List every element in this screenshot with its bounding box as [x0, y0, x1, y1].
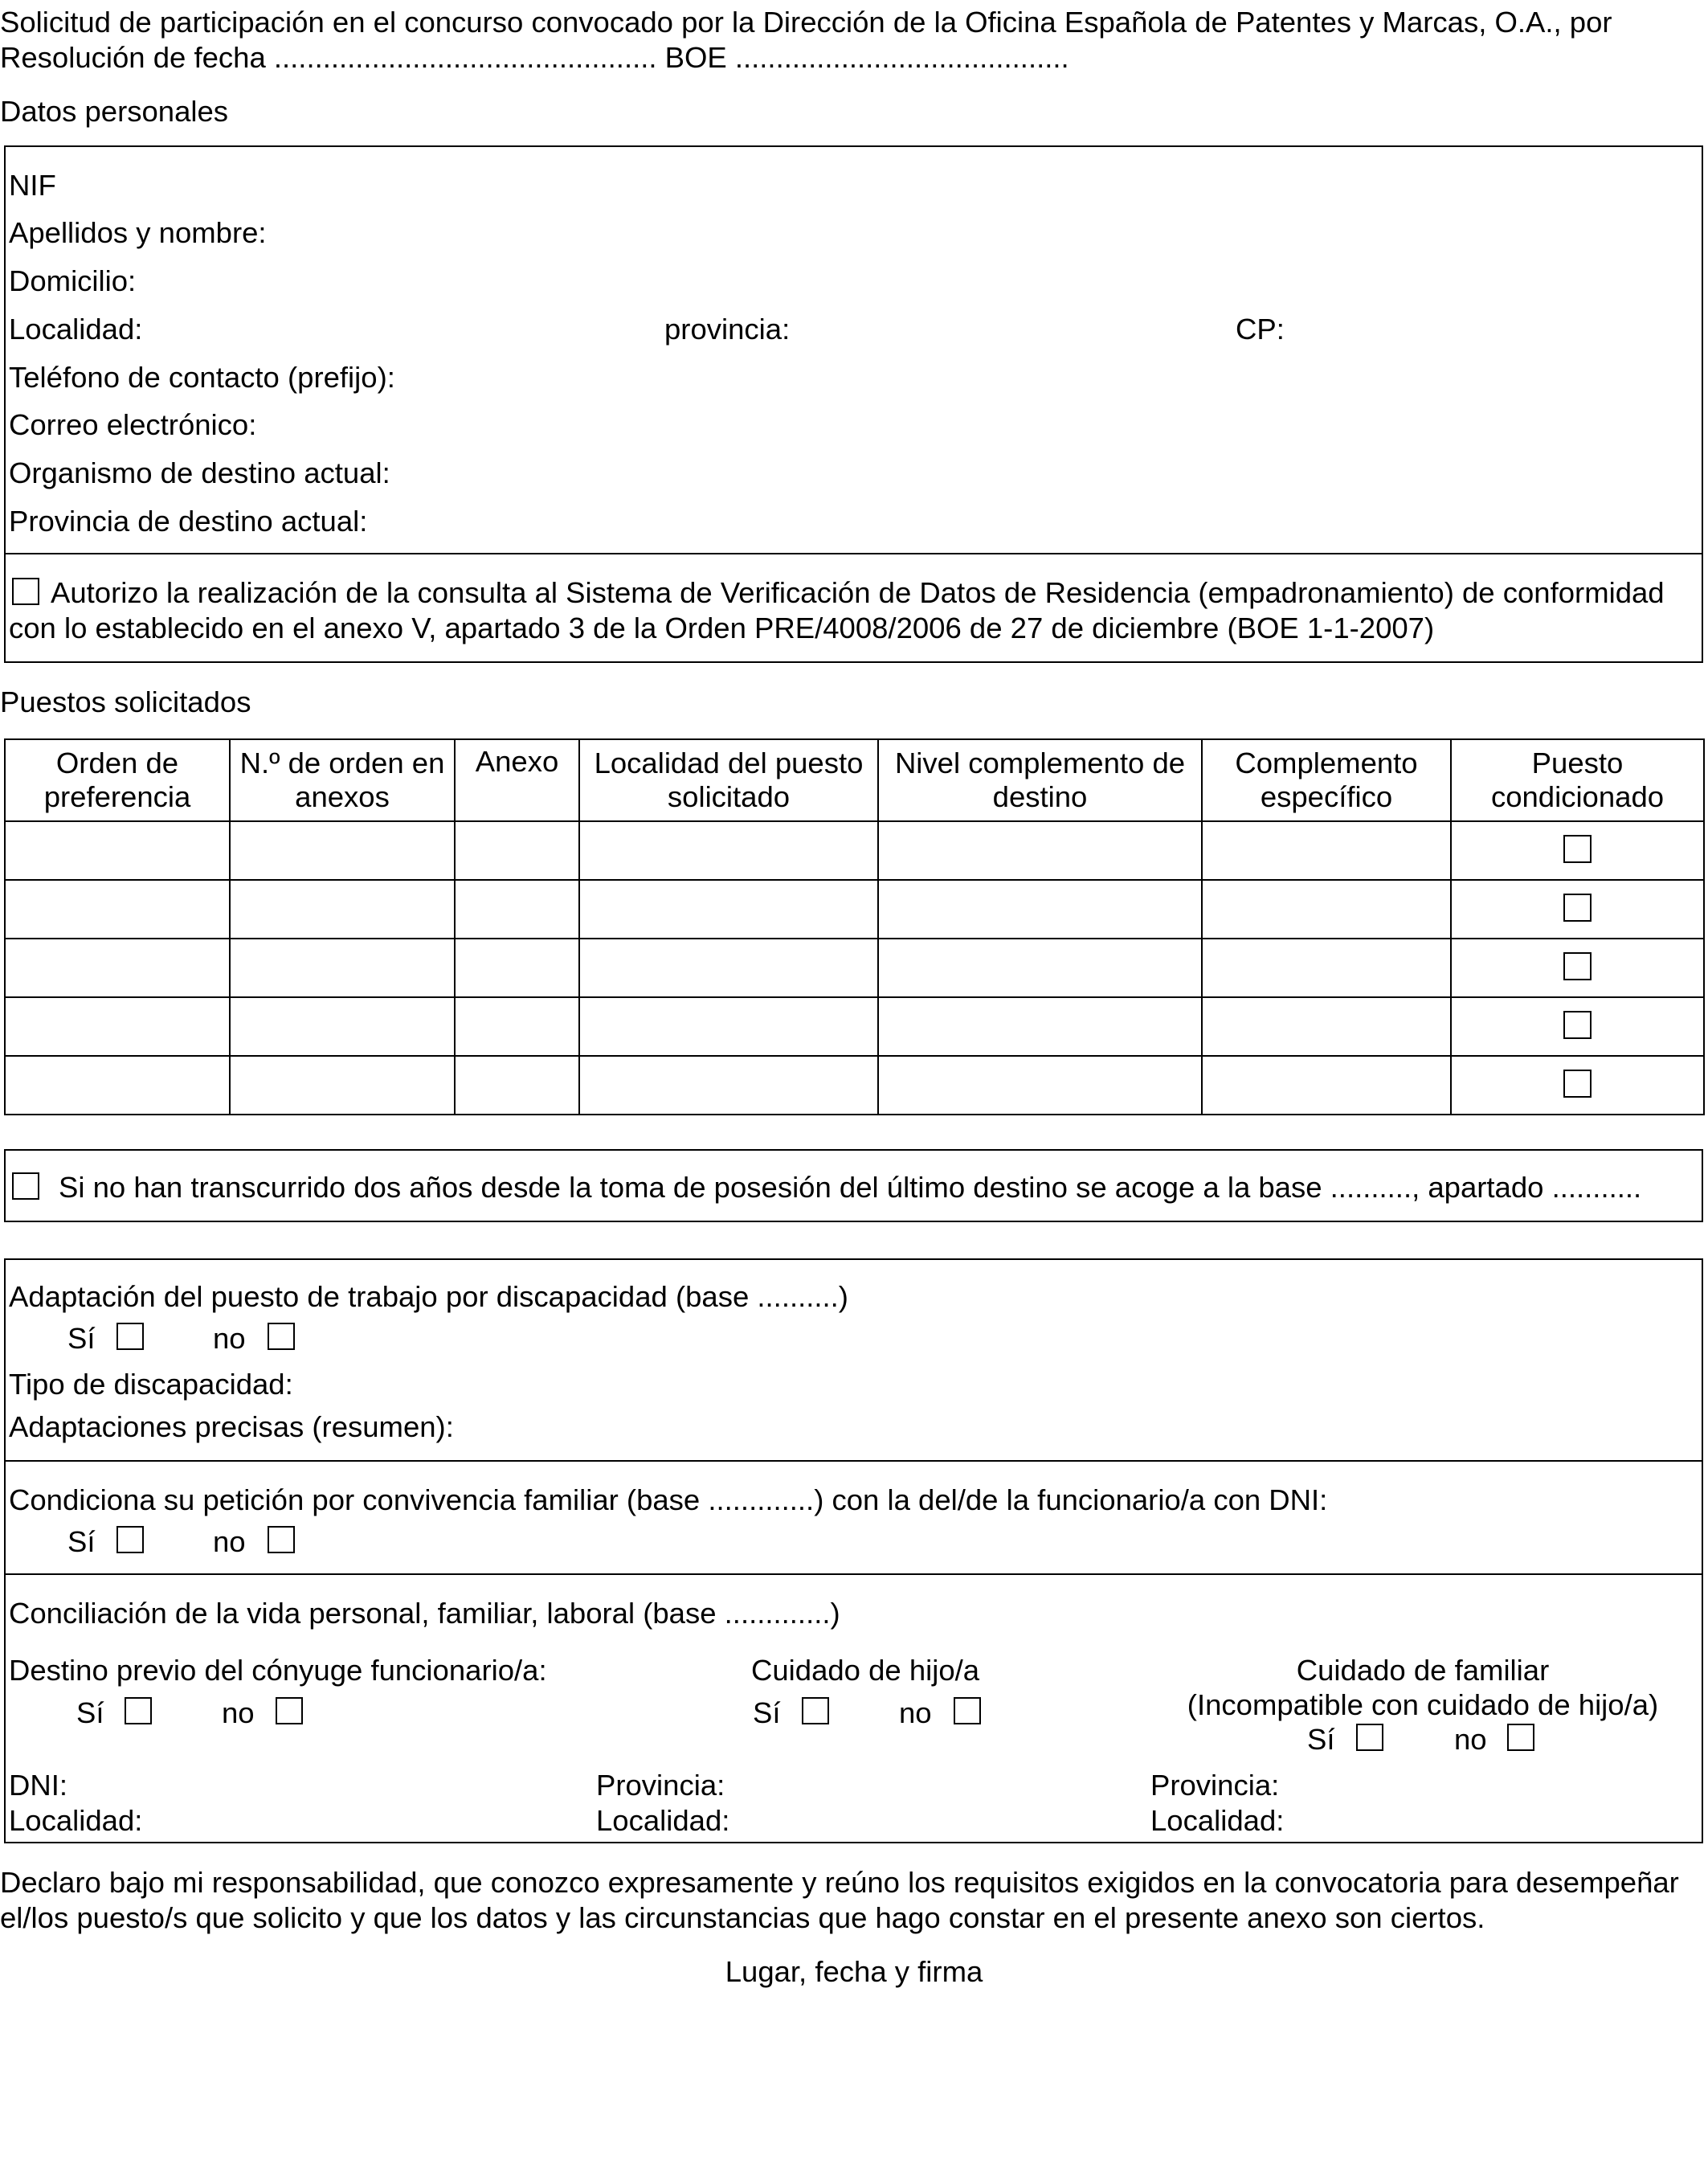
- column-header: Localidad del puesto solicitado: [579, 739, 878, 821]
- table-cell: [1451, 1056, 1704, 1115]
- child-yes-checkbox[interactable]: [802, 1697, 829, 1724]
- family-yes-label: Sí: [1307, 1723, 1335, 1756]
- table-cell[interactable]: [455, 880, 579, 939]
- conditioned-checkbox[interactable]: [1563, 835, 1592, 863]
- table-cell[interactable]: [230, 821, 455, 880]
- divider: [4, 1573, 1703, 1575]
- table-row: [5, 821, 1704, 880]
- disability-adaptations-label: Adaptaciones precisas (resumen):: [9, 1410, 454, 1443]
- family-no-checkbox[interactable]: [1507, 1724, 1534, 1751]
- circumstances-box: [4, 1258, 1703, 1843]
- table-cell[interactable]: [455, 1056, 579, 1115]
- table-cell[interactable]: [455, 939, 579, 997]
- family-no-label: no: [1454, 1723, 1487, 1756]
- table-cell: [1451, 997, 1704, 1056]
- table-cell[interactable]: [1202, 1056, 1451, 1115]
- authorize-checkbox[interactable]: [12, 578, 39, 605]
- table-cell[interactable]: [878, 821, 1202, 880]
- spouse-dni-label: DNI:: [9, 1769, 67, 1802]
- table-cell[interactable]: [455, 821, 579, 880]
- table-cell[interactable]: [5, 939, 230, 997]
- table-cell[interactable]: [579, 821, 878, 880]
- family-locality-label: Localidad:: [1150, 1804, 1285, 1837]
- conditioned-checkbox[interactable]: [1563, 894, 1592, 922]
- table-cell[interactable]: [579, 939, 878, 997]
- disability-title: Adaptación del puesto de trabajo por discapacidad (base ..........): [9, 1280, 848, 1313]
- table-cell[interactable]: [5, 1056, 230, 1115]
- intro-line-1: Solicitud de participación en el concurso convocado por la Dirección de la Oficina Española de Patentes y Marcas, O.A., por: [0, 6, 1612, 39]
- table-cell: [1451, 939, 1704, 997]
- table-cell[interactable]: [878, 997, 1202, 1056]
- posts-table: [4, 738, 1705, 1115]
- authorize-text-line-2: con lo establecido en el anexo V, apartado 3 de la Orden PRE/4008/2006 de 27 de diciembre (BOE 1-1-2007): [9, 612, 1435, 644]
- conditioned-checkbox[interactable]: [1563, 1070, 1592, 1098]
- child-no-checkbox[interactable]: [954, 1697, 981, 1724]
- child-care-label: Cuidado de hijo/a: [751, 1654, 980, 1687]
- locality-label: Localidad:: [9, 313, 143, 346]
- conciliation-title: Conciliación de la vida personal, familiar, laboral (base .............): [9, 1597, 840, 1630]
- disability-type-label: Tipo de discapacidad:: [9, 1368, 293, 1401]
- declaration-line-1: Declaro bajo mi responsabilidad, que conozco expresamente y reúno los requisitos exigidos en la convocatoria para desempeñar: [0, 1866, 1679, 1899]
- cohabitation-yes-label: Sí: [67, 1525, 96, 1558]
- conditioned-checkbox[interactable]: [1563, 1011, 1592, 1039]
- spouse-label: Destino previo del cónyuge funcionario/a:: [9, 1654, 547, 1687]
- address-label: Domicilio:: [9, 264, 137, 297]
- table-cell[interactable]: [1202, 821, 1451, 880]
- name-label: Apellidos y nombre:: [9, 216, 267, 249]
- column-header: Complemento específico: [1202, 739, 1451, 821]
- authorize-text-line-1: Autorizo la realización de la consulta al Sistema de Verificación de Datos de Residencia (empadronamiento) de conformidad: [51, 576, 1665, 609]
- table-cell[interactable]: [5, 997, 230, 1056]
- cohabitation-no-checkbox[interactable]: [268, 1526, 295, 1553]
- two-years-checkbox[interactable]: [12, 1172, 39, 1200]
- spouse-locality-label: Localidad:: [9, 1804, 143, 1837]
- nif-label: NIF: [9, 169, 56, 202]
- cohabitation-no-label: no: [213, 1525, 246, 1558]
- conditioned-checkbox[interactable]: [1563, 952, 1592, 980]
- divider: [4, 553, 1703, 554]
- table-header-row: [5, 739, 1704, 821]
- table-cell: [1451, 880, 1704, 939]
- table-cell: [1451, 821, 1704, 880]
- spouse-no-checkbox[interactable]: [276, 1697, 303, 1724]
- family-care-note: (Incompatible con cuidado de hijo/a): [1187, 1688, 1659, 1721]
- table-cell[interactable]: [230, 880, 455, 939]
- current-province-label: Provincia de destino actual:: [9, 505, 368, 538]
- table-row: [5, 880, 1704, 939]
- family-care-label: Cuidado de familiar: [1296, 1654, 1550, 1687]
- table-cell[interactable]: [878, 1056, 1202, 1115]
- table-cell[interactable]: [1202, 880, 1451, 939]
- spouse-yes-checkbox[interactable]: [125, 1697, 152, 1724]
- posts-heading: Puestos solicitados: [0, 685, 251, 718]
- column-header: Anexo: [455, 739, 579, 821]
- disability-yes-checkbox[interactable]: [116, 1323, 144, 1350]
- table-cell[interactable]: [878, 939, 1202, 997]
- divider: [4, 1460, 1703, 1462]
- disability-yes-label: Sí: [67, 1322, 96, 1355]
- table-cell[interactable]: [1202, 997, 1451, 1056]
- table-row: [5, 997, 1704, 1056]
- spouse-yes-label: Sí: [76, 1696, 104, 1729]
- table-cell[interactable]: [5, 821, 230, 880]
- child-province-label: Provincia:: [596, 1769, 725, 1802]
- column-header: Puesto condicionado: [1451, 739, 1704, 821]
- email-label: Correo electrónico:: [9, 408, 257, 441]
- family-yes-checkbox[interactable]: [1356, 1724, 1383, 1751]
- table-cell[interactable]: [230, 939, 455, 997]
- postal-code-label: CP:: [1236, 313, 1285, 346]
- table-row: [5, 939, 1704, 997]
- table-cell[interactable]: [878, 880, 1202, 939]
- province-label: provincia:: [664, 313, 791, 346]
- cohabitation-title: Condiciona su petición por convivencia familiar (base .............) con la del/de la funcionario/a con DNI:: [9, 1483, 1328, 1516]
- signature-label: Lugar, fecha y firma: [725, 1955, 983, 1988]
- declaration-line-2: el/los puesto/s que solicito y que los datos y las circunstancias que hago constar en el presente anexo son ciertos.: [0, 1901, 1485, 1934]
- table-cell[interactable]: [455, 997, 579, 1056]
- table-row: [5, 1056, 1704, 1115]
- column-header: N.º de orden en anexos: [230, 739, 455, 821]
- current-org-label: Organismo de destino actual:: [9, 456, 390, 489]
- child-no-label: no: [899, 1696, 932, 1729]
- child-locality-label: Localidad:: [596, 1804, 730, 1837]
- cohabitation-yes-checkbox[interactable]: [116, 1526, 144, 1553]
- disability-no-checkbox[interactable]: [268, 1323, 295, 1350]
- spouse-no-label: no: [222, 1696, 255, 1729]
- personal-heading: Datos personales: [0, 95, 229, 128]
- table-cell[interactable]: [5, 880, 230, 939]
- intro-line-2: Resolución de fecha ............................................... BOE .........................................: [0, 41, 1069, 74]
- column-header: Orden de preferencia: [5, 739, 230, 821]
- table-cell[interactable]: [230, 1056, 455, 1115]
- table-cell[interactable]: [579, 880, 878, 939]
- two-years-text: Si no han transcurrido dos años desde la toma de posesión del último destino se acoge a la base .........., apartado ...........: [59, 1171, 1642, 1204]
- table-cell[interactable]: [579, 997, 878, 1056]
- table-cell[interactable]: [230, 997, 455, 1056]
- table-cell[interactable]: [579, 1056, 878, 1115]
- family-province-label: Provincia:: [1150, 1769, 1280, 1802]
- child-yes-label: Sí: [753, 1696, 781, 1729]
- column-header: Nivel complemento de destino: [878, 739, 1202, 821]
- table-cell[interactable]: [1202, 939, 1451, 997]
- phone-label: Teléfono de contacto (prefijo):: [9, 361, 395, 394]
- disability-no-label: no: [213, 1322, 246, 1355]
